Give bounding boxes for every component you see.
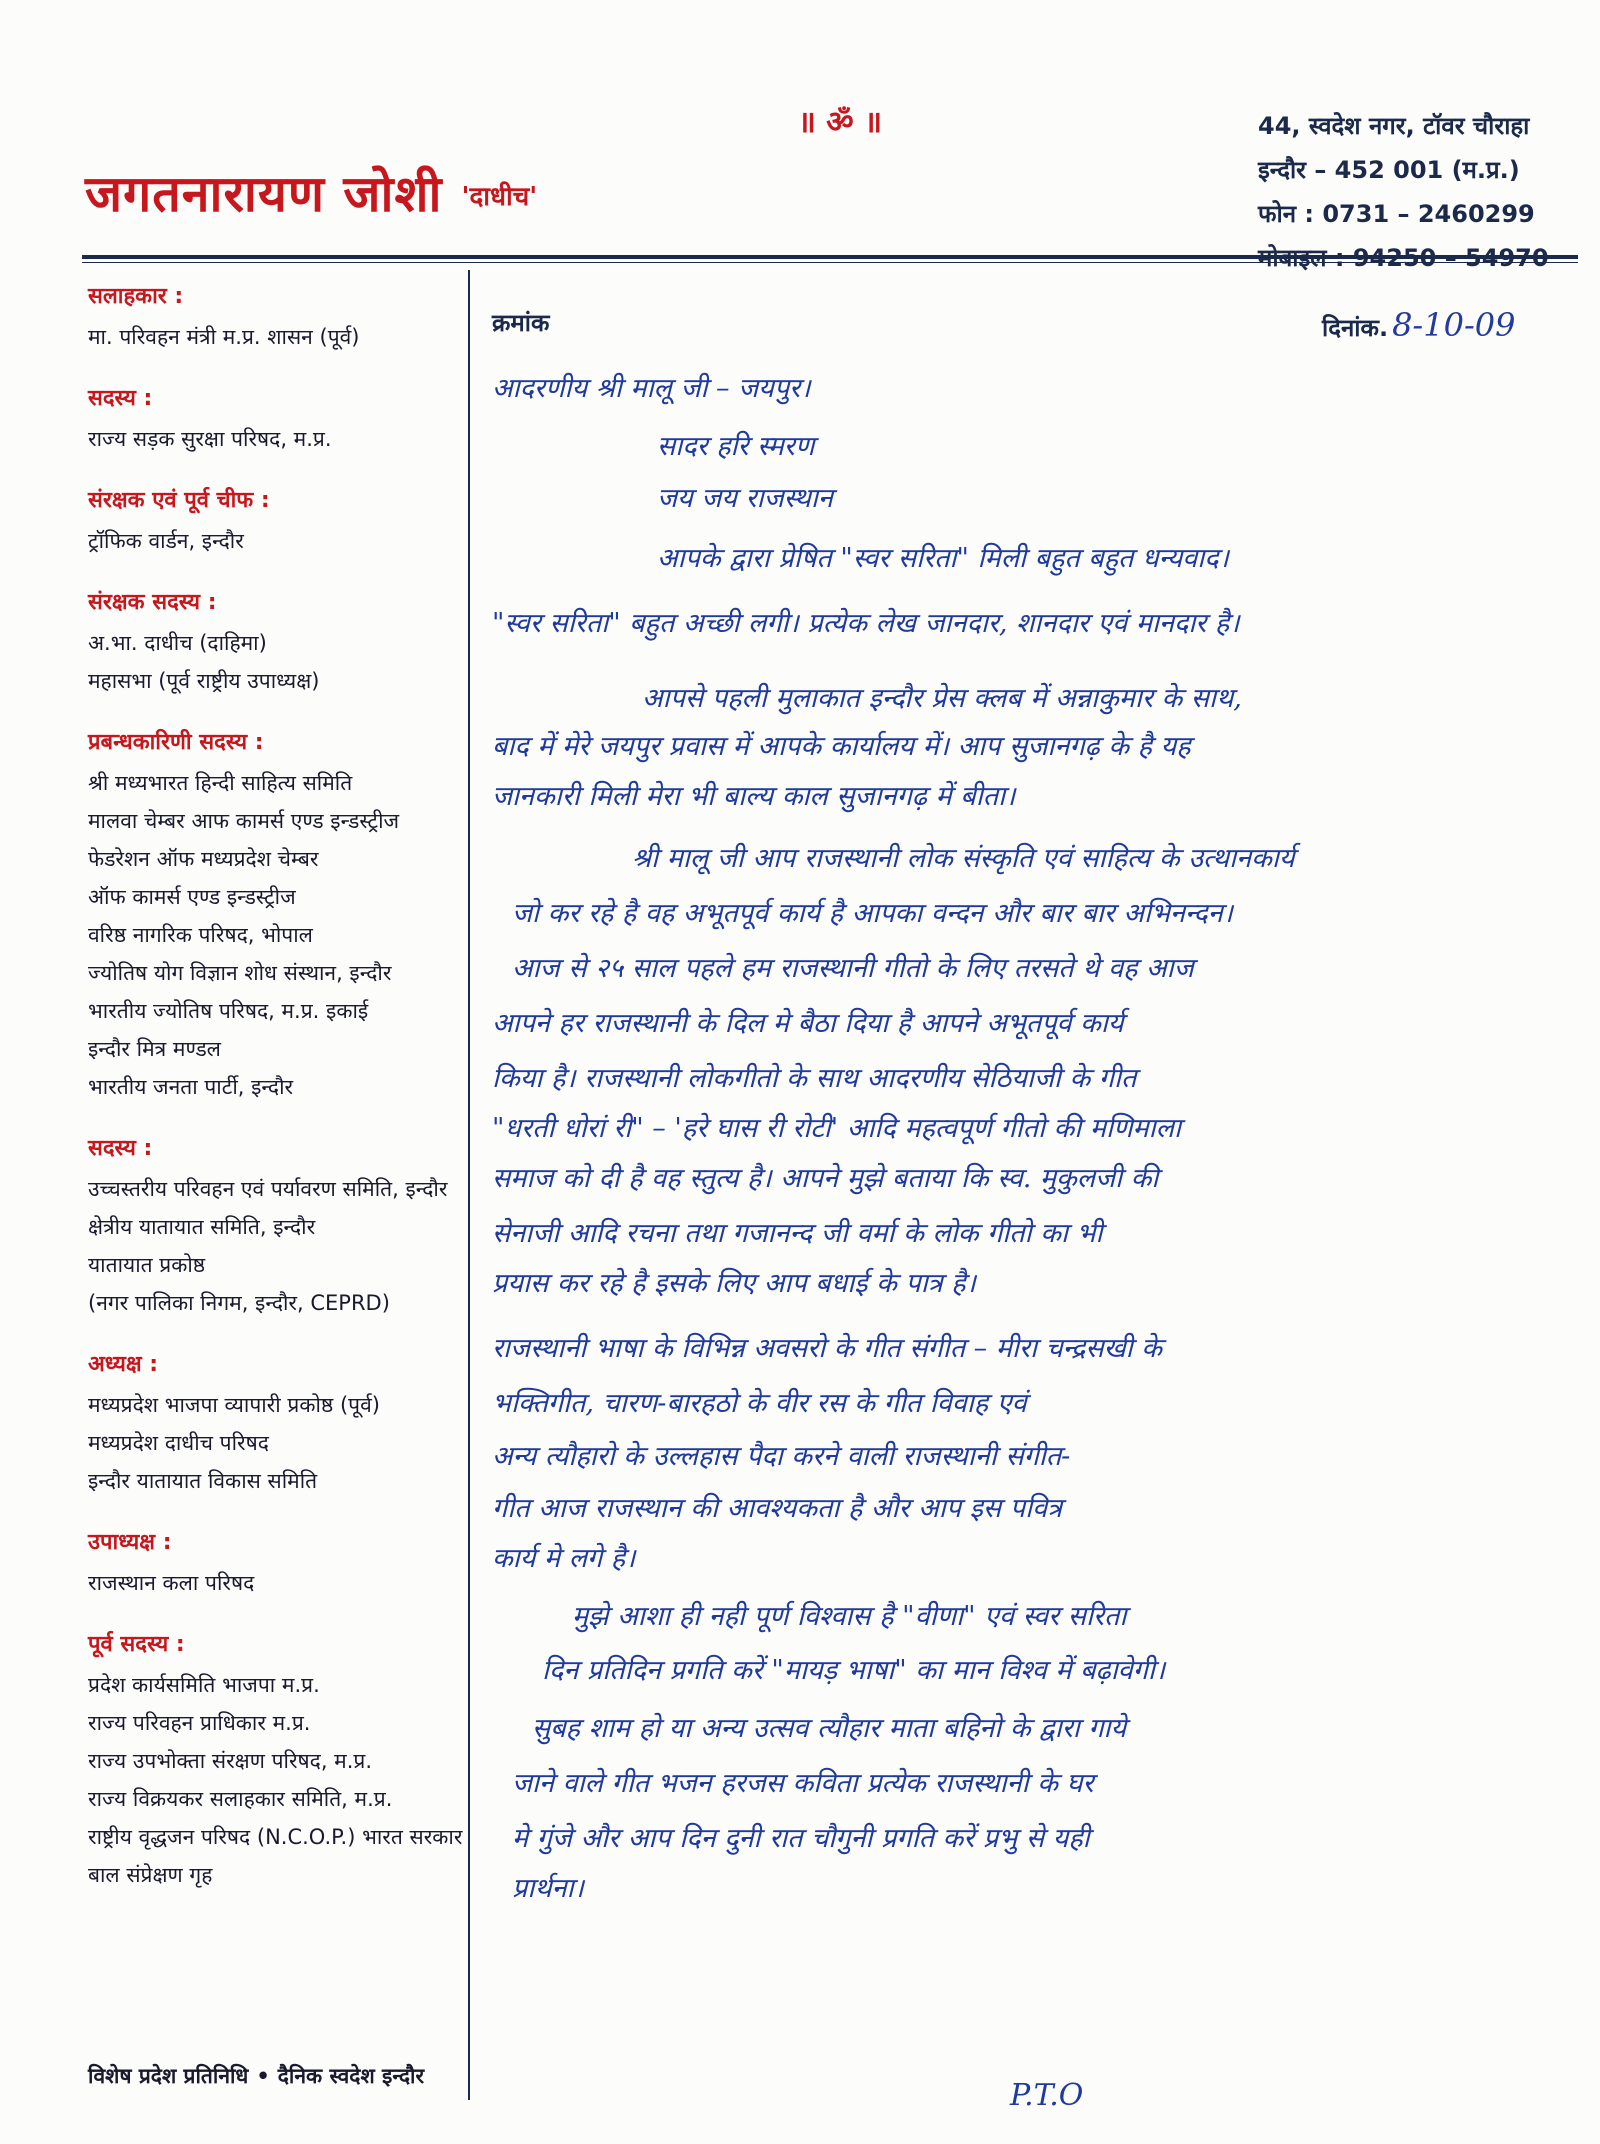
sidebar-section — [88, 1348, 460, 1500]
phone-line: फोन : 0731 – 2460299 — [1258, 200, 1535, 228]
letter-line: आपसे पहली मुलाकात इन्दौर प्रेस क्लब में अन्नाकुमार के साथ, — [642, 683, 1242, 714]
sidebar-footer — [88, 2062, 424, 2090]
letter-line: मुझे आशा ही नही पूर्ण विश्वास है "वीणा" एवं स्वर सरिता — [572, 1601, 1127, 1632]
header-divider — [82, 255, 1578, 259]
letter-line: समाज को दी है वह स्तुत्य है। आपने मुझे बताया कि स्व. मुकुलजी की — [492, 1163, 1159, 1194]
sidebar-credentials — [88, 280, 463, 1920]
letter-line: जाने वाले गीत भजन हरजस कविता प्रत्येक राजस्थानी के घर — [512, 1768, 1094, 1799]
letter-line: सेनाजी आदि रचना तथा गजानन्द जी वर्मा के लोक गीतो का भी — [492, 1218, 1103, 1249]
footer-designation: विशेष प्रदेश प्रतिनिधि — [88, 2064, 249, 2088]
letter-line: "धरती धोरां री" – 'हरे घास री रोटी' आदि महत्वपूर्ण गीतो की मणिमाला — [492, 1113, 1181, 1144]
sidebar-section-item: मध्यप्रदेश दाधीच परिषद — [88, 1431, 269, 1455]
sidebar-section-title: संरक्षक एवं पूर्व चीफ : — [88, 488, 270, 513]
sidebar-section-title: पूर्व सदस्य : — [88, 1632, 185, 1657]
address-city: इन्दौर – 452 001 (म.प्र.) — [1258, 156, 1520, 184]
sidebar-section-item: राज्य सड़क सुरक्षा परिषद, म.प्र. — [88, 427, 332, 451]
sidebar-section-item: बाल संप्रेक्षण गृह — [88, 1863, 213, 1887]
sidebar-section-item: मालवा चेम्बर आफ कामर्स एण्ड इन्डस्ट्रीज — [88, 809, 400, 833]
sidebar-section-item: क्षेत्रीय यातायात समिति, इन्दौर — [88, 1215, 316, 1239]
letterhead-subtitle: 'दाधीच' — [461, 182, 538, 212]
sidebar-section-item: इन्दौर मित्र मण्डल — [88, 1037, 221, 1061]
letter-line: जानकारी मिली मेरा भी बाल्य काल सुजानगढ़ में बीता। — [492, 781, 1016, 812]
reference-number-label: क्रमांक — [492, 309, 550, 337]
pto-note: P.T.O — [1010, 2078, 1084, 2113]
letter-line: राजस्थानी भाषा के विभिन्न अवसरो के गीत संगीत – मीरा चन्द्रसखी के — [492, 1333, 1162, 1364]
sidebar-section-item: ऑफ कामर्स एण्ड इन्डस्ट्रीज — [88, 885, 296, 909]
letter-line: श्री मालू जी आप राजस्थानी लोक संस्कृति एवं साहित्य के उत्थानकार्य — [632, 843, 1295, 874]
mobile-line: मोबाइल : 94250 – 54970 — [1258, 244, 1549, 272]
sidebar-section-item: वरिष्ठ नागरिक परिषद, भोपाल — [88, 923, 313, 947]
sidebar-section-title: सलाहकार : — [88, 284, 184, 309]
sidebar-section-item: ज्योतिष योग विज्ञान शोध संस्थान, इन्दौर — [88, 961, 392, 985]
letter-line: आज से २५ साल पहले हम राजस्थानी गीतो के लिए तरसते थे वह आज — [512, 953, 1194, 984]
letter-line: आपके द्वारा प्रेषित "स्वर सरिता" मिली बहुत बहुत धन्यवाद। — [657, 543, 1229, 574]
letter-line: कार्य मे लगे है। — [492, 1543, 636, 1574]
letter-line: जय जय राजस्थान — [657, 483, 833, 514]
sidebar-section-item: महासभा (पूर्व राष्ट्रीय उपाध्यक्ष) — [88, 669, 320, 693]
sidebar-section-title: सदस्य : — [88, 386, 153, 411]
date-value: 8-10-09 — [1392, 306, 1516, 344]
sidebar-section — [88, 382, 460, 458]
sidebar-section-title: संरक्षक सदस्य : — [88, 590, 217, 615]
sidebar-section-title: उपाध्यक्ष : — [88, 1530, 172, 1555]
address-block — [1258, 104, 1578, 280]
sidebar-section-item: श्री मध्यभारत हिन्दी साहित्य समिति — [88, 771, 353, 795]
sidebar-section — [88, 1526, 460, 1602]
sidebar-section-item: यातायात प्रकोष्ठ — [88, 1253, 206, 1277]
letter-line: अन्य त्यौहारो के उल्लहास पैदा करने वाली राजस्थानी संगीत- — [492, 1441, 1071, 1472]
letter-line: सादर हरि स्मरण — [657, 431, 815, 462]
sidebar-section-title: प्रबन्धकारिणी सदस्य : — [88, 730, 264, 755]
sidebar-section — [88, 280, 460, 356]
letter-line: "स्वर सरिता" बहुत अच्छी लगी। प्रत्येक लेख जानदार, शानदार एवं मानदार है। — [492, 608, 1240, 639]
sidebar-section — [88, 484, 460, 560]
sidebar-section — [88, 1628, 463, 1894]
sidebar-section — [88, 1132, 460, 1322]
letterhead-name-block — [85, 158, 537, 226]
letter-line: आदरणीय श्री मालू जी – जयपुर। — [492, 373, 811, 404]
sidebar-section-item: (नगर पालिका निगम, इन्दौर, CEPRD) — [88, 1291, 390, 1315]
footer-newspaper: दैनिक स्वदेश इन्दौर — [277, 2064, 425, 2088]
sidebar-section-item: राज्य उपभोक्ता संरक्षण परिषद, म.प्र. — [88, 1749, 373, 1773]
sidebar-section-item: उच्चस्तरीय परिवहन एवं पर्यावरण समिति, इन्दौर — [88, 1177, 448, 1201]
sidebar-section-item: राष्ट्रीय वृद्धजन परिषद (N.C.O.P.) भारत सरकार — [88, 1825, 463, 1849]
sidebar-section-title: अध्यक्ष : — [88, 1352, 159, 1377]
sidebar-section-item: भारतीय जनता पार्टी, इन्दौर — [88, 1075, 294, 1099]
date-label: दिनांक — [1322, 314, 1379, 342]
sidebar-section-item: इन्दौर यातायात विकास समिति — [88, 1469, 318, 1493]
letter-line: जो कर रहे है वह अभूतपूर्व कार्य है आपका वन्दन और बार बार अभिनन्दन। — [512, 898, 1233, 929]
letter-line: प्रार्थना। — [512, 1873, 584, 1904]
sidebar-section-item: मध्यप्रदेश भाजपा व्यापारी प्रकोष्ठ (पूर्व) — [88, 1393, 380, 1417]
letter-line: आपने हर राजस्थानी के दिल मे बैठा दिया है आपने अभूतपूर्व कार्य — [492, 1008, 1124, 1039]
column-divider — [468, 270, 470, 2100]
sidebar-section-title: सदस्य : — [88, 1136, 153, 1161]
letter-line: भक्तिगीत, चारण-बारहठो के वीर रस के गीत विवाह एवं — [492, 1388, 1027, 1419]
letter-line: मे गुंजे और आप दिन दुनी रात चौगुनी प्रगति करें प्रभु से यही — [512, 1823, 1090, 1854]
sidebar-section-item: प्रदेश कार्यसमिति भाजपा म.प्र. — [88, 1673, 320, 1697]
sidebar-section-item: अ.भा. दाधीच (दाहिमा) — [88, 631, 267, 655]
sidebar-section-item: ट्रॉफिक वार्डन, इन्दौर — [88, 529, 244, 553]
letter-line: दिन प्रतिदिन प्रगति करें "मायड़ भाषा" का मान विश्व में बढ़ावेगी। — [542, 1655, 1166, 1686]
header-divider-thin — [82, 262, 1578, 263]
address-line: 44, स्वदेश नगर, टॉवर चौराहा — [1258, 112, 1530, 140]
letter-line: प्रयास कर रहे है इसके लिए आप बधाई के पात्र है। — [492, 1268, 976, 1299]
letter-line: गीत आज राजस्थान की आवश्यकता है और आप इस पवित्र — [492, 1493, 1062, 1524]
letter-line: सुबह शाम हो या अन्य उत्सव त्यौहार माता बहिनो के द्वारा गाये — [532, 1713, 1127, 1744]
sidebar-section — [88, 726, 460, 1106]
bullet-icon: • — [256, 2064, 270, 2088]
sidebar-section-item: भारतीय ज्योतिष परिषद, म.प्र. इकाई — [88, 999, 369, 1023]
sidebar-section — [88, 586, 460, 700]
date-field: दिनांक. 8-10-09 — [1322, 306, 1516, 344]
letter-line: किया है। राजस्थानी लोकगीतो के साथ आदरणीय सेठियाजी के गीत — [492, 1063, 1137, 1094]
sidebar-section-item: राज्य परिवहन प्राधिकार म.प्र. — [88, 1711, 311, 1735]
sidebar-section-item: फेडरेशन ऑफ मध्यप्रदेश चेम्बर — [88, 847, 319, 871]
letterhead-name: जगतनारायण जोशी — [85, 165, 443, 223]
sidebar-section-item: राज्य विक्रयकर सलाहकार समिति, म.प्र. — [88, 1787, 393, 1811]
sidebar-section-item: मा. परिवहन मंत्री म.प्र. शासन (पूर्व) — [88, 325, 360, 349]
om-symbol: ॥ ॐ ॥ — [797, 105, 883, 140]
letter-line: बाद में मेरे जयपुर प्रवास में आपके कार्यालय में। आप सुजानगढ़ के है यह — [492, 731, 1191, 762]
sidebar-section-item: राजस्थान कला परिषद — [88, 1571, 255, 1595]
